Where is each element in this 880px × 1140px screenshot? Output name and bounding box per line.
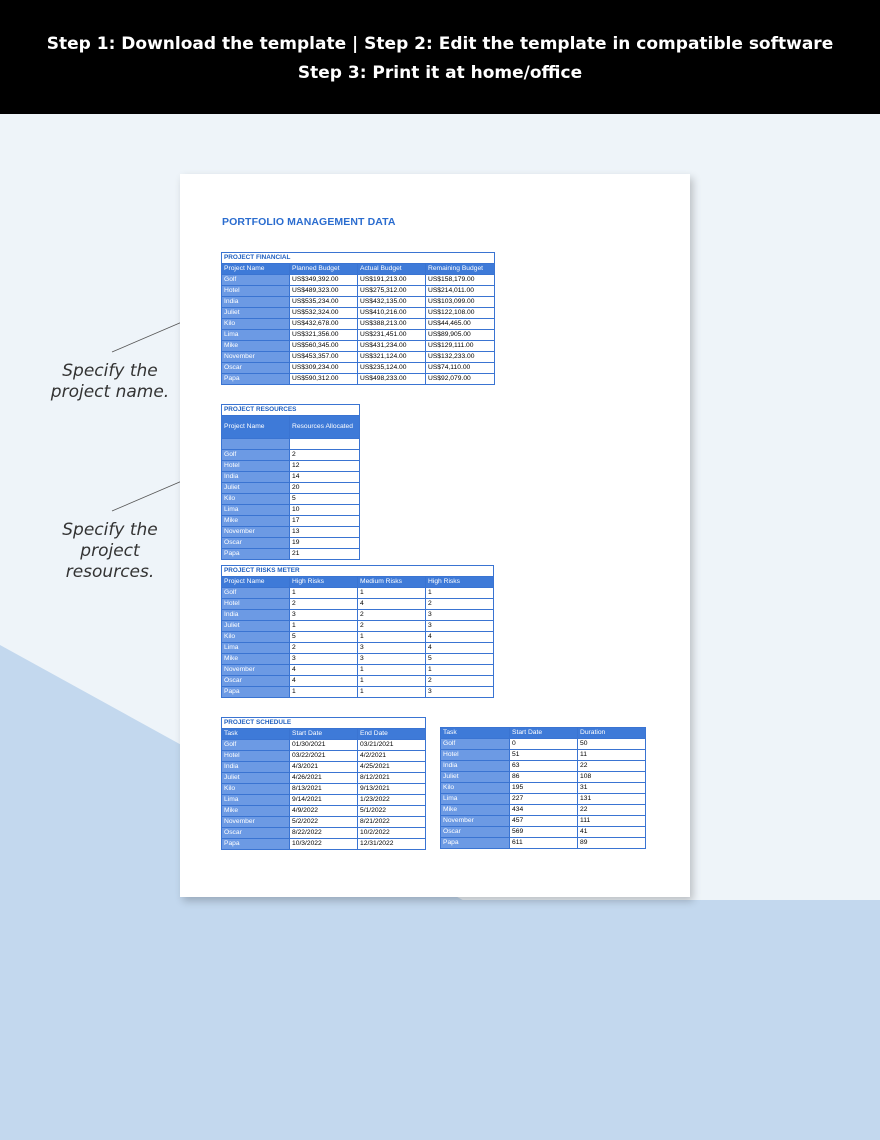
table-row: [222, 632, 494, 643]
document-page: [180, 174, 690, 897]
table-row: [222, 839, 426, 850]
table-row: [222, 461, 360, 472]
project-schedule-table: [221, 717, 426, 850]
table-cell: 1: [358, 665, 426, 676]
table-cell: 3: [426, 621, 494, 632]
column-header: Planned Budget: [290, 264, 358, 275]
project-name-cell: Oscar: [222, 828, 290, 839]
project-resources-table: [221, 404, 360, 560]
project-name-cell: India: [441, 761, 510, 772]
table-cell: 03/21/2021: [358, 740, 426, 751]
table-row: [222, 363, 495, 374]
project-name-cell: Golf: [441, 739, 510, 750]
column-header: Task: [441, 728, 510, 739]
table-cell: 22: [578, 805, 646, 816]
project-name-cell: Papa: [441, 838, 510, 849]
table-cell: US$431,234.00: [358, 341, 426, 352]
project-name-cell: Kilo: [222, 784, 290, 795]
table-cell: 5: [290, 494, 360, 505]
table-caption-row: [222, 405, 360, 416]
table-row: [222, 817, 426, 828]
project-name-cell: Kilo: [222, 632, 290, 643]
table-cell: US$321,356.00: [290, 330, 358, 341]
table-cell: 8/22/2022: [290, 828, 358, 839]
document-title: PORTFOLIO MANAGEMENT DATA: [222, 216, 396, 228]
column-header: Project Name: [222, 416, 290, 439]
table-cell: 1: [290, 687, 358, 698]
table-cell: 2: [426, 599, 494, 610]
table-cell: 10/2/2022: [358, 828, 426, 839]
table-cell: US$535,234.00: [290, 297, 358, 308]
project-name-cell: Lima: [222, 795, 290, 806]
table-cell: 03/22/2021: [290, 751, 358, 762]
table-cell: [222, 439, 290, 450]
project-risks-table: [221, 565, 494, 698]
project-name-cell: Juliet: [441, 772, 510, 783]
project-name-cell: Oscar: [222, 676, 290, 687]
table-row: [441, 739, 646, 750]
instructions-banner: [0, 0, 880, 114]
table-row: [441, 805, 646, 816]
project-name-cell: Juliet: [222, 483, 290, 494]
table-cell: 8/21/2022: [358, 817, 426, 828]
table-header-row: [222, 416, 360, 439]
table-cell: US$498,233.00: [358, 374, 426, 385]
project-name-cell: Papa: [222, 687, 290, 698]
table-row: [222, 352, 495, 363]
table-cell: 4: [426, 632, 494, 643]
table-cell: 1: [358, 676, 426, 687]
table-caption-row: [222, 718, 426, 729]
table-cell: 1: [426, 588, 494, 599]
table-cell: 1: [358, 632, 426, 643]
table-cell: 111: [578, 816, 646, 827]
table-row: [441, 772, 646, 783]
project-name-cell: Oscar: [441, 827, 510, 838]
column-header: High Risks: [426, 577, 494, 588]
table-cell: 5/2/2022: [290, 817, 358, 828]
project-name-cell: India: [222, 297, 290, 308]
table-cell: 611: [510, 838, 578, 849]
table-cell: 21: [290, 549, 360, 560]
table-row: [441, 794, 646, 805]
table-row: [222, 341, 495, 352]
table-cell: US$275,312.00: [358, 286, 426, 297]
table-row: [222, 275, 495, 286]
project-name-cell: Papa: [222, 839, 290, 850]
table-row: [222, 599, 494, 610]
table-cell: 2: [426, 676, 494, 687]
project-name-cell: Papa: [222, 374, 290, 385]
column-header: Remaining Budget: [426, 264, 495, 275]
table-cell: US$158,179.00: [426, 275, 495, 286]
column-header: Project Name: [222, 264, 290, 275]
project-name-cell: Lima: [441, 794, 510, 805]
table-cell: US$453,357.00: [290, 352, 358, 363]
table-cell: 195: [510, 783, 578, 794]
table-cell: 4: [358, 599, 426, 610]
table-cell: [290, 439, 360, 450]
table-cell: 3: [290, 654, 358, 665]
table-cell: 227: [510, 794, 578, 805]
table-row: [222, 806, 426, 817]
table-cell: 8/12/2021: [358, 773, 426, 784]
table-cell: 1/23/2022: [358, 795, 426, 806]
table-cell: 10: [290, 505, 360, 516]
table-spacer-row: [222, 439, 360, 450]
table-cell: 4/26/2021: [290, 773, 358, 784]
table-row: [222, 643, 494, 654]
table-cell: US$103,099.00: [426, 297, 495, 308]
table-cell: 9/13/2021: [358, 784, 426, 795]
table-cell: 63: [510, 761, 578, 772]
table-cell: 20: [290, 483, 360, 494]
table-row: [441, 827, 646, 838]
table-cell: 11: [578, 750, 646, 761]
table-cell: 4/25/2021: [358, 762, 426, 773]
table-caption: PROJECT FINANCIAL: [222, 253, 495, 264]
table-cell: US$191,213.00: [358, 275, 426, 286]
project-name-cell: Lima: [222, 330, 290, 341]
project-name-cell: Juliet: [222, 773, 290, 784]
table-row: [222, 740, 426, 751]
table-row: [222, 621, 494, 632]
table-cell: US$214,011.00: [426, 286, 495, 297]
table-row: [222, 784, 426, 795]
table-cell: 12: [290, 461, 360, 472]
table-row: [222, 286, 495, 297]
table-row: [222, 762, 426, 773]
table-cell: 4: [290, 676, 358, 687]
table-cell: US$92,079.00: [426, 374, 495, 385]
table-row: [222, 549, 360, 560]
table-header-row: [222, 577, 494, 588]
table-cell: 14: [290, 472, 360, 483]
project-duration-table: [440, 727, 646, 849]
project-name-cell: Mike: [222, 341, 290, 352]
table-row: [222, 538, 360, 549]
callout-project-name: Specify the project name.: [50, 361, 170, 402]
table-cell: 01/30/2021: [290, 740, 358, 751]
table-cell: US$560,345.00: [290, 341, 358, 352]
table-row: [222, 828, 426, 839]
instructions-line-2: Step 3: Print it at home/office: [297, 63, 583, 83]
table-caption-row: [222, 253, 495, 264]
column-header: End Date: [358, 729, 426, 740]
project-name-cell: Mike: [222, 654, 290, 665]
table-cell: 1: [358, 588, 426, 599]
table-cell: 2: [290, 450, 360, 461]
project-name-cell: November: [222, 817, 290, 828]
column-header: Duration: [578, 728, 646, 739]
table-cell: 3: [426, 687, 494, 698]
instructions-line-1: Step 1: Download the template | Step 2: Edit the template in compatible software: [46, 34, 834, 54]
table-cell: US$532,324.00: [290, 308, 358, 319]
project-name-cell: Mike: [222, 806, 290, 817]
project-name-cell: November: [222, 527, 290, 538]
column-header: Actual Budget: [358, 264, 426, 275]
table-cell: US$349,392.00: [290, 275, 358, 286]
table-cell: US$321,124.00: [358, 352, 426, 363]
project-name-cell: India: [222, 610, 290, 621]
project-name-cell: Hotel: [222, 751, 290, 762]
column-header: Medium Risks: [358, 577, 426, 588]
table-cell: 3: [290, 610, 358, 621]
table-cell: 4/3/2021: [290, 762, 358, 773]
table-header-row: [222, 264, 495, 275]
table-cell: US$432,135.00: [358, 297, 426, 308]
table-cell: 5: [426, 654, 494, 665]
project-name-cell: November: [441, 816, 510, 827]
project-financial-table: [221, 252, 495, 385]
table-cell: 8/13/2021: [290, 784, 358, 795]
table-cell: 17: [290, 516, 360, 527]
table-cell: US$89,905.00: [426, 330, 495, 341]
table-row: [222, 527, 360, 538]
table-caption: PROJECT SCHEDULE: [222, 718, 426, 729]
table-cell: US$388,213.00: [358, 319, 426, 330]
project-name-cell: Mike: [222, 516, 290, 527]
table-cell: 3: [358, 643, 426, 654]
table-cell: 4: [426, 643, 494, 654]
table-cell: 51: [510, 750, 578, 761]
table-row: [222, 773, 426, 784]
table-cell: 2: [358, 610, 426, 621]
table-row: [441, 750, 646, 761]
table-cell: 89: [578, 838, 646, 849]
project-name-cell: Lima: [222, 505, 290, 516]
table-cell: 13: [290, 527, 360, 538]
table-cell: 50: [578, 739, 646, 750]
table-row: [222, 610, 494, 621]
project-name-cell: Golf: [222, 450, 290, 461]
table-cell: 5/1/2022: [358, 806, 426, 817]
table-cell: 1: [426, 665, 494, 676]
table-cell: 0: [510, 739, 578, 750]
table-cell: US$410,216.00: [358, 308, 426, 319]
table-row: [222, 687, 494, 698]
project-name-cell: Golf: [222, 740, 290, 751]
table-row: [222, 297, 495, 308]
table-cell: US$122,108.00: [426, 308, 495, 319]
table-cell: US$231,451.00: [358, 330, 426, 341]
project-name-cell: Juliet: [222, 308, 290, 319]
table-row: [222, 516, 360, 527]
table-cell: 1: [290, 588, 358, 599]
table-row: [441, 783, 646, 794]
table-row: [222, 450, 360, 461]
table-row: [222, 483, 360, 494]
table-row: [222, 676, 494, 687]
project-name-cell: India: [222, 762, 290, 773]
table-header-row: [222, 729, 426, 740]
table-cell: 457: [510, 816, 578, 827]
table-row: [222, 505, 360, 516]
table-cell: 5: [290, 632, 358, 643]
table-cell: 10/3/2022: [290, 839, 358, 850]
table-row: [222, 374, 495, 385]
column-header: Start Date: [510, 728, 578, 739]
table-row: [222, 588, 494, 599]
table-cell: 31: [578, 783, 646, 794]
project-name-cell: India: [222, 472, 290, 483]
table-cell: 4/9/2022: [290, 806, 358, 817]
table-cell: US$309,234.00: [290, 363, 358, 374]
table-cell: US$432,678.00: [290, 319, 358, 330]
project-name-cell: Hotel: [441, 750, 510, 761]
project-name-cell: Oscar: [222, 538, 290, 549]
project-name-cell: Kilo: [222, 494, 290, 505]
table-row: [222, 472, 360, 483]
table-cell: 3: [358, 654, 426, 665]
table-cell: 1: [358, 687, 426, 698]
column-header: Resources Allocated: [290, 416, 360, 439]
table-cell: 131: [578, 794, 646, 805]
table-cell: US$235,124.00: [358, 363, 426, 374]
project-name-cell: Hotel: [222, 286, 290, 297]
table-row: [222, 494, 360, 505]
table-cell: 4: [290, 665, 358, 676]
project-name-cell: Papa: [222, 549, 290, 560]
table-row: [222, 330, 495, 341]
table-header-row: [441, 728, 646, 739]
table-cell: 22: [578, 761, 646, 772]
table-cell: 12/31/2022: [358, 839, 426, 850]
table-cell: 569: [510, 827, 578, 838]
table-row: [222, 308, 495, 319]
table-cell: US$74,110.00: [426, 363, 495, 374]
column-header: Project Name: [222, 577, 290, 588]
project-name-cell: Kilo: [222, 319, 290, 330]
project-name-cell: November: [222, 665, 290, 676]
table-row: [222, 751, 426, 762]
table-cell: 2: [290, 643, 358, 654]
table-cell: US$44,465.00: [426, 319, 495, 330]
project-name-cell: Hotel: [222, 599, 290, 610]
column-header: Task: [222, 729, 290, 740]
table-row: [441, 816, 646, 827]
table-caption: PROJECT RISKS METER: [222, 566, 494, 577]
table-cell: 4/2/2021: [358, 751, 426, 762]
project-name-cell: Oscar: [222, 363, 290, 374]
table-row: [222, 795, 426, 806]
project-name-cell: Mike: [441, 805, 510, 816]
project-name-cell: November: [222, 352, 290, 363]
table-caption-row: [222, 566, 494, 577]
table-cell: 3: [426, 610, 494, 621]
project-name-cell: Lima: [222, 643, 290, 654]
table-cell: 41: [578, 827, 646, 838]
project-name-cell: Golf: [222, 588, 290, 599]
table-cell: 2: [290, 599, 358, 610]
table-cell: US$489,323.00: [290, 286, 358, 297]
table-row: [441, 838, 646, 849]
table-cell: 19: [290, 538, 360, 549]
table-cell: 86: [510, 772, 578, 783]
table-cell: 434: [510, 805, 578, 816]
table-caption: PROJECT RESOURCES: [222, 405, 360, 416]
table-cell: 2: [358, 621, 426, 632]
project-name-cell: Juliet: [222, 621, 290, 632]
table-cell: 9/14/2021: [290, 795, 358, 806]
table-row: [222, 654, 494, 665]
table-cell: US$129,111.00: [426, 341, 495, 352]
project-name-cell: Kilo: [441, 783, 510, 794]
table-row: [222, 319, 495, 330]
table-cell: 1: [290, 621, 358, 632]
table-cell: US$590,312.00: [290, 374, 358, 385]
table-cell: 108: [578, 772, 646, 783]
table-cell: US$132,233.00: [426, 352, 495, 363]
column-header: Start Date: [290, 729, 358, 740]
project-name-cell: Hotel: [222, 461, 290, 472]
callout-project-resources: Specify the project resources.: [62, 520, 158, 582]
project-name-cell: Golf: [222, 275, 290, 286]
table-row: [441, 761, 646, 772]
table-row: [222, 665, 494, 676]
column-header: High Risks: [290, 577, 358, 588]
